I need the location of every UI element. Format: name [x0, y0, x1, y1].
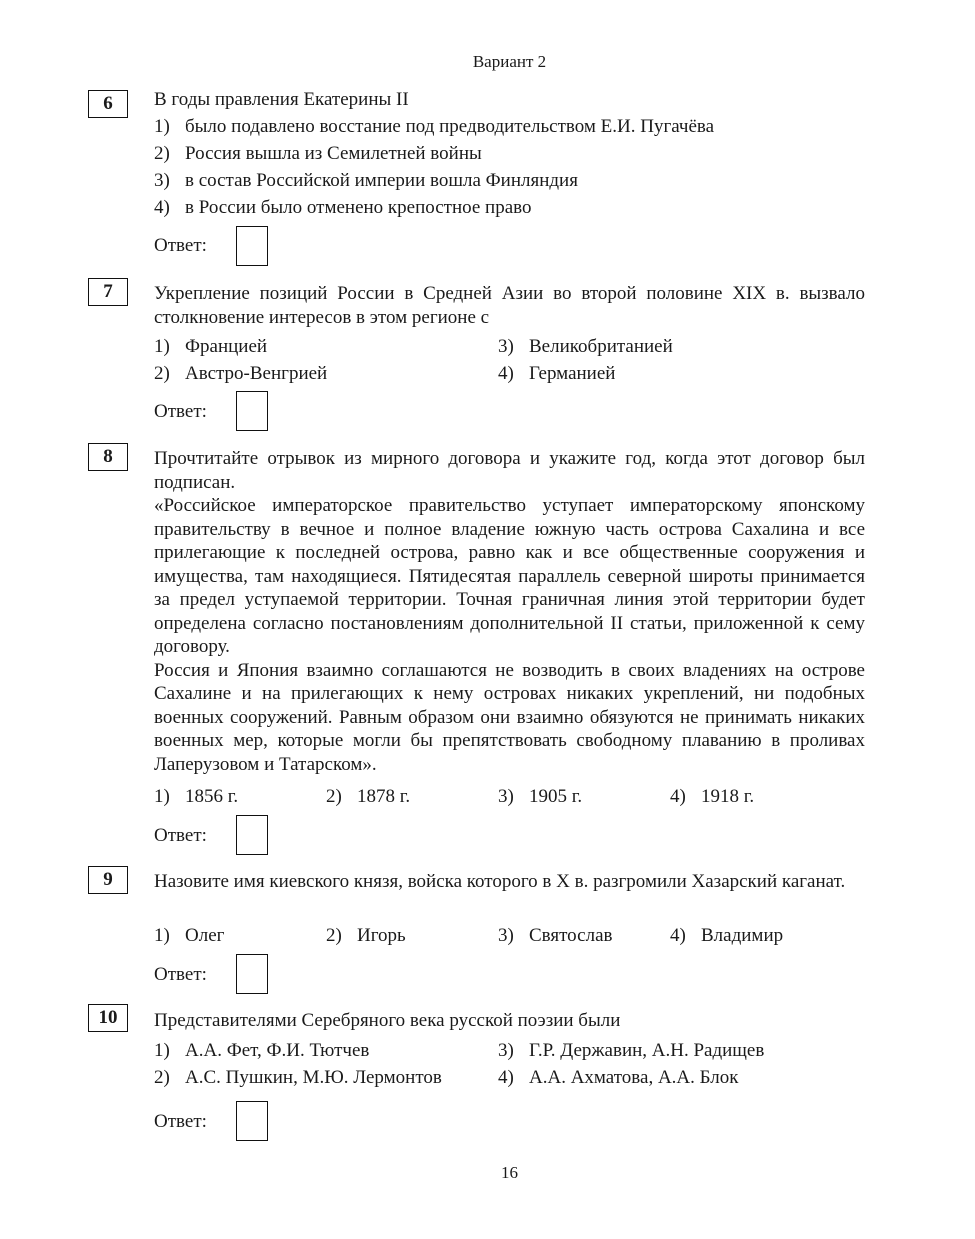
question-8-number: 8 [88, 443, 128, 471]
question-10-option-2[interactable] [154, 1066, 442, 1090]
option-number: 1) [154, 336, 170, 357]
option-text: было подавлено восстание под предводительством Е.И. Пугачёва [185, 116, 715, 137]
option-number: 4) [498, 1067, 514, 1088]
option-text: 1856 г. [185, 786, 239, 807]
question-10-option-4[interactable] [498, 1066, 739, 1090]
question-8-option-2[interactable] [326, 785, 410, 809]
option-text: Владимир [701, 925, 784, 946]
question-7-option-4[interactable] [498, 362, 615, 386]
question-6-option-2[interactable] [154, 142, 482, 166]
question-6-option-4[interactable] [154, 196, 532, 220]
variant-header: Вариант 2 [472, 52, 547, 71]
question-7-option-2[interactable] [154, 362, 327, 386]
option-text: Австро-Венгрией [185, 363, 328, 384]
option-text: Святослав [529, 925, 613, 946]
option-text: А.А. Ахматова, А.А. Блок [529, 1067, 739, 1088]
option-number: 1) [154, 116, 170, 137]
option-text: Олег [185, 925, 225, 946]
question-6-option-3[interactable] [154, 169, 578, 193]
question-6-number: 6 [88, 90, 128, 118]
question-8-quote-paragraph-1: «Российское императорское правительство уступает императорскому японскому правительству в вечное и полное владение южную часть острова Сахалина и все прилегающие к последней острова, равно как и все общественные сооружения и имущества, там находящиеся. Пятидесятая параллель северной широты принимается за предел уступаемой территории. Точная граничная линия этой территории будет определена согласно постановлениям дополнительной II статьи, приложенной к сему договору. [154, 495, 865, 657]
question-10-answer-box[interactable] [236, 1101, 268, 1141]
question-10-option-1[interactable] [154, 1039, 369, 1063]
option-text: 1918 г. [701, 786, 755, 807]
option-number: 1) [154, 1040, 170, 1061]
question-8-answer-box[interactable] [236, 815, 268, 855]
question-8-quote-paragraph-2: Россия и Япония взаимно соглашаются не возводить в своих владениях на острове Сахалине и на прилегающих к нему островах никаких укреплений, ни подобных военных сооружений. Равным образом они взаимно обязуются не принимать никаких военных мер, которые могли бы препятствовать свободному плаванию в проливах Лаперузовом и Татарском». [154, 659, 865, 775]
option-text: Германией [529, 363, 616, 384]
question-6-stem: В годы правления Екатерины II [154, 89, 409, 110]
question-8-option-3[interactable] [498, 785, 582, 809]
option-number: 4) [670, 786, 686, 807]
question-9-answer-label: Ответ: [154, 964, 207, 985]
option-number: 4) [670, 925, 686, 946]
question-8-text [154, 447, 865, 776]
question-9-option-4[interactable] [670, 924, 783, 948]
question-9-stem: Назовите имя киевского князя, войска которого в X в. разгромили Хазарский каганат. [154, 871, 846, 892]
option-number: 4) [498, 363, 514, 384]
question-9-number: 9 [88, 866, 128, 894]
question-10-answer-label: Ответ: [154, 1111, 207, 1132]
option-text: Игорь [357, 925, 406, 946]
option-number: 3) [154, 170, 170, 191]
question-10-number: 10 [88, 1004, 128, 1032]
question-7-number: 7 [88, 278, 128, 306]
option-text: Г.Р. Державин, А.Н. Радищев [529, 1040, 765, 1061]
option-number: 3) [498, 786, 514, 807]
option-number: 3) [498, 1040, 514, 1061]
option-text: Россия вышла из Семилетней войны [185, 143, 482, 164]
option-text: Великобританией [529, 336, 673, 357]
question-6-option-1[interactable] [154, 115, 714, 139]
option-text: 1878 г. [357, 786, 411, 807]
question-9-option-2[interactable] [326, 924, 406, 948]
option-text: А.С. Пушкин, М.Ю. Лермонтов [185, 1067, 442, 1088]
question-6-answer-label: Ответ: [154, 235, 207, 256]
question-8-option-1[interactable] [154, 785, 238, 809]
option-text: Францией [185, 336, 268, 357]
option-text: в состав Российской империи вошла Финляндия [185, 170, 578, 191]
option-number: 4) [154, 197, 170, 218]
option-number: 2) [326, 786, 342, 807]
question-7-stem: Укрепление позиций России в Средней Азии во второй половине XIX в. вызвало столкновение интересов в этом регионе с [154, 283, 865, 328]
question-8-option-4[interactable] [670, 785, 754, 809]
option-number: 2) [154, 143, 170, 164]
question-8-answer-label: Ответ: [154, 825, 207, 846]
question-7-option-1[interactable] [154, 335, 267, 359]
page-number: 16 [501, 1163, 518, 1182]
option-number: 3) [498, 925, 514, 946]
option-text: А.А. Фет, Ф.И. Тютчев [185, 1040, 370, 1061]
question-7-answer-box[interactable] [236, 391, 268, 431]
question-7-answer-label: Ответ: [154, 401, 207, 422]
question-7-option-3[interactable] [498, 335, 673, 359]
option-number: 2) [154, 1067, 170, 1088]
option-number: 2) [154, 363, 170, 384]
option-text: 1905 г. [529, 786, 583, 807]
option-number: 2) [326, 925, 342, 946]
question-10-stem: Представителями Серебряного века русской поэзии были [154, 1010, 621, 1031]
option-number: 1) [154, 925, 170, 946]
question-9-answer-box[interactable] [236, 954, 268, 994]
option-number: 3) [498, 336, 514, 357]
question-9-option-3[interactable] [498, 924, 612, 948]
question-9-option-1[interactable] [154, 924, 224, 948]
question-6-answer-box[interactable] [236, 226, 268, 266]
option-text: в России было отменено крепостное право [185, 197, 532, 218]
question-8-stem: Прочтитайте отрывок из мирного договора и укажите год, когда этот договор был подписан. [154, 448, 865, 493]
question-10-option-3[interactable] [498, 1039, 764, 1063]
option-number: 1) [154, 786, 170, 807]
